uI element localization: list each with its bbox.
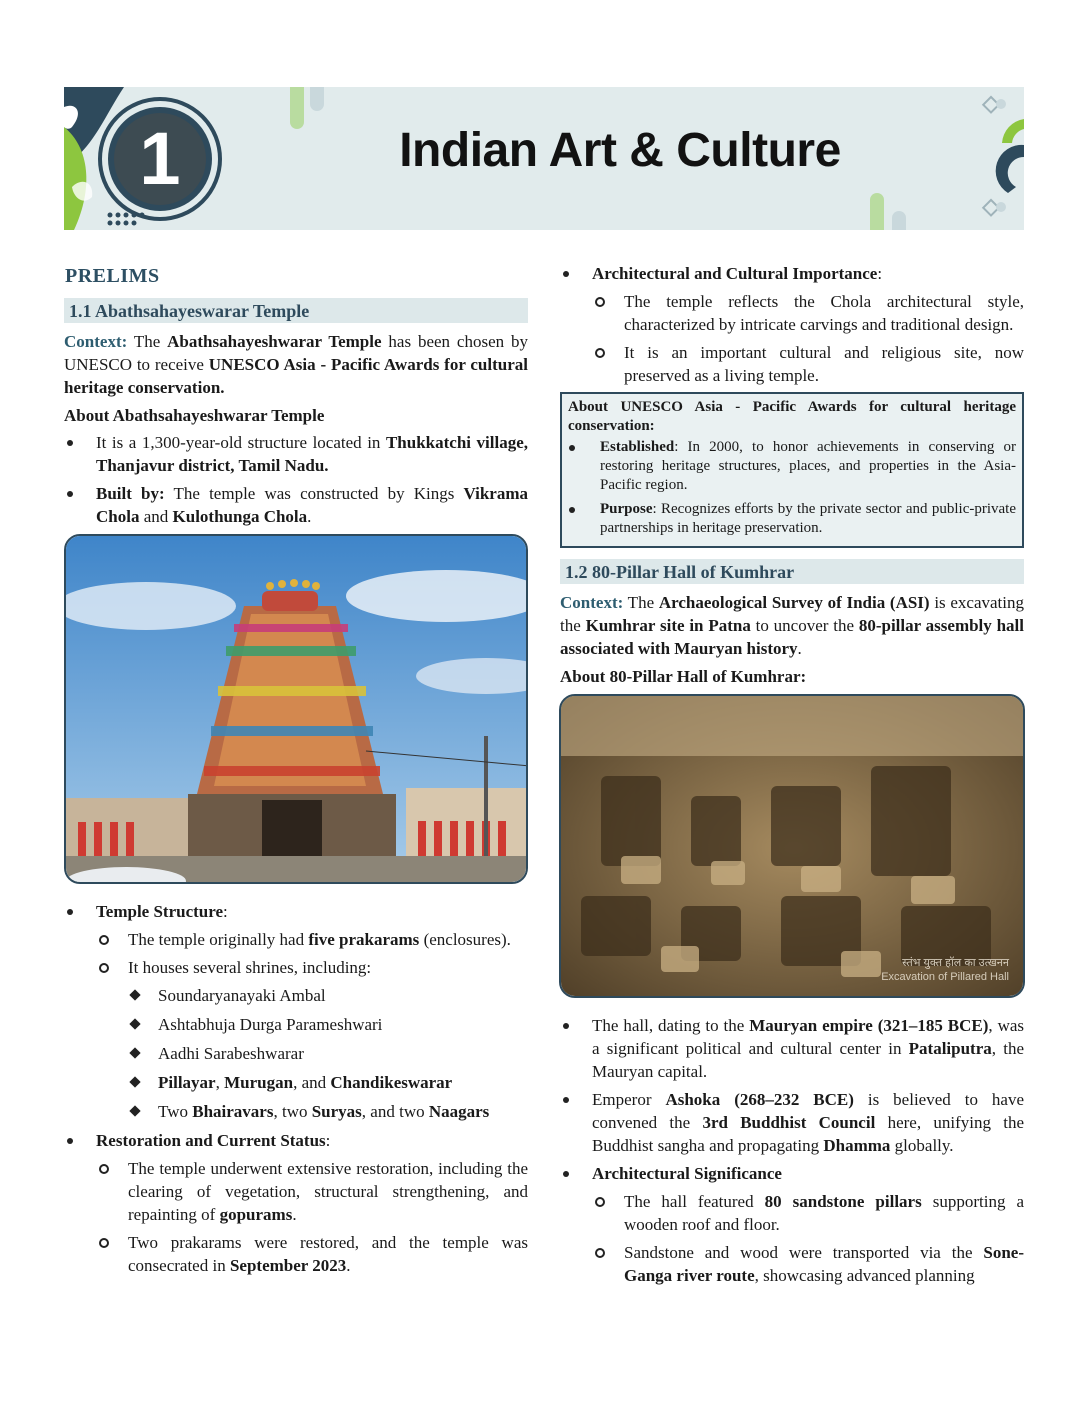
text-run: .: [307, 507, 312, 526]
text-run: is believed to have convened the: [592, 1090, 1024, 1132]
chapter-banner: [64, 87, 1024, 230]
text-run: The: [127, 332, 168, 351]
list-item: [128, 1071, 528, 1094]
bold-run: Built by:: [96, 484, 165, 503]
text-run: : In 2000, to honor achievements in conserving or restoring heritage structures, places, and properties in the Asia-Pacific region.: [600, 439, 1016, 493]
bold-run: Restoration and Current Status: [96, 1131, 326, 1150]
bold-run: UNESCO Asia - Pacific Awards for cultural heritage conservation.: [64, 355, 528, 397]
list-item: [592, 1190, 1024, 1236]
bold-run: Architectural Significance: [592, 1164, 782, 1183]
list-item: [568, 500, 1016, 538]
bold-run: Kulothunga Chola: [172, 507, 308, 526]
text-run: here, unifying the Buddhist sangha and propagating: [592, 1113, 1024, 1155]
text-run: Two: [158, 1102, 193, 1121]
text-run: :: [325, 1131, 331, 1150]
right-column: [560, 262, 1024, 1292]
text-run: , the Mauryan capital.: [592, 1039, 1024, 1081]
sub-list: [592, 290, 1024, 387]
text-run: The temple underwent extensive restoration, including the clearing of vegetation, structural strengthening, and repainting of: [128, 1159, 528, 1224]
list-item: [64, 431, 528, 477]
text-run: :: [877, 264, 883, 283]
text-run: It is a 1,300-year-old structure located in: [96, 433, 386, 452]
bold-run: Archaeological Survey of India (ASI): [658, 593, 930, 612]
text-run: , and: [293, 1073, 331, 1092]
sub-list: [96, 928, 528, 1123]
text-run: Sandstone and wood were transported via the: [624, 1243, 984, 1262]
bold-run: Pillayar: [158, 1073, 216, 1092]
list-item: The temple reflects the Chola architectural style, characterized by intricate carvings and traditional design.: [592, 290, 1024, 336]
text-run: :: [223, 902, 228, 921]
bold-run: Pataliputra: [908, 1039, 992, 1058]
context-paragraph: [560, 591, 1024, 660]
about-heading: About 80-Pillar Hall of Kumhrar:: [560, 667, 807, 686]
shrine-list: [128, 984, 528, 1123]
bold-run: 80 sandstone pillars: [764, 1192, 922, 1211]
text-run: Emperor: [592, 1090, 666, 1109]
bold-run: Architectural and Cultural Importance: [592, 264, 878, 283]
text-run: The hall featured: [624, 1192, 765, 1211]
bold-run: Kumhrar site in Patna: [585, 616, 751, 635]
list-item: Soundaryanayaki Ambal: [128, 984, 528, 1007]
chapter-number: 1: [139, 117, 181, 200]
bold-run: Suryas: [311, 1102, 362, 1121]
text-run: is excavating the: [560, 593, 1025, 635]
text-run: supporting a wooden roof and floor.: [624, 1192, 1024, 1234]
bold-run: Mauryan empire (321–185 BCE): [749, 1016, 989, 1035]
list-item: [560, 1162, 1024, 1287]
list-item: [592, 1241, 1024, 1287]
importance-list: [560, 262, 1024, 387]
list-item: Aadhi Sarabeshwarar: [128, 1042, 528, 1065]
text-run: .: [797, 639, 802, 658]
bold-run: Naagars: [428, 1102, 490, 1121]
bold-run: Vikrama Chola: [96, 484, 528, 526]
text-run: (enclosures).: [419, 930, 511, 949]
bold-run: Bhairavars: [192, 1102, 274, 1121]
text-run: The: [623, 593, 659, 612]
text-run: The hall, dating to the: [592, 1016, 750, 1035]
list-item: [64, 1129, 528, 1277]
list-item: [568, 438, 1016, 495]
text-run: The temple was constructed by Kings: [164, 484, 464, 503]
text-run: , and two: [361, 1102, 429, 1121]
unesco-info-box: [560, 392, 1024, 548]
context-label: Context:: [64, 332, 128, 351]
bold-run: five prakarams: [308, 930, 420, 949]
bold-run: September 2023: [229, 1256, 347, 1275]
bold-run: Dhamma: [823, 1136, 891, 1155]
list-item: [64, 482, 528, 528]
sub-list: [96, 1157, 528, 1277]
bold-run: Ashoka (268–232 BCE): [665, 1090, 854, 1109]
text-run: , two: [273, 1102, 312, 1121]
section-label: PRELIMS: [65, 265, 160, 287]
section-heading-abathsahayeswarar: 1.1 Abathsahayeswarar Temple: [64, 298, 528, 323]
list-item: It is an important cultural and religious site, now preserved as a living temple.: [592, 341, 1024, 387]
chapter-title: Indian Art & Culture: [399, 124, 841, 177]
text-run: , showcasing advanced planning: [754, 1266, 975, 1285]
text-run: globally.: [890, 1136, 954, 1155]
sub-list: [592, 1190, 1024, 1287]
text-run: ,: [215, 1073, 225, 1092]
caption-hindi: स्तंभ युक्त हॉल का उत्खनन: [902, 957, 1009, 969]
bold-run: Thukkatchi village, Thanjavur district, Tamil Nadu.: [96, 433, 528, 475]
text-run: has been chosen by UNESCO to receive: [64, 332, 528, 374]
bold-run: gopurams: [219, 1205, 293, 1224]
bold-run: Purpose: [600, 501, 653, 517]
bold-run: Sone-Ganga river route: [624, 1243, 1024, 1285]
list-item: Ashtabhuja Durga Parameshwari: [128, 1013, 528, 1036]
about-heading: About Abathsahayeshwarar Temple: [64, 406, 325, 425]
list-item: [96, 1231, 528, 1277]
info-box-title: About UNESCO Asia - Pacific Awards for cultural heritage conservation:: [568, 399, 1016, 434]
text-run: .: [292, 1205, 297, 1224]
text-run: .: [346, 1256, 351, 1275]
text-run: : Recognizes efforts by the private sector and public-private partnerships in heritage preservation.: [600, 501, 1016, 536]
text-run: and: [139, 507, 173, 526]
text-run: It houses several shrines, including:: [128, 958, 372, 977]
bold-run: Abathsahayeshwarar Temple: [167, 332, 382, 351]
text-run: to uncover the: [750, 616, 859, 635]
photo-caption: [881, 956, 1009, 984]
list-item: [64, 900, 528, 1123]
kumhrar-list: [560, 1014, 1024, 1287]
bold-run: 80-pillar assembly hall associated with Mauryan history: [560, 616, 1024, 658]
context-paragraph: [64, 330, 528, 399]
bold-run: Temple Structure: [96, 902, 224, 921]
list-item: [96, 956, 528, 1123]
temple-photo: [64, 534, 528, 884]
list-item: [560, 1088, 1024, 1157]
text-run: , was a significant political and cultural center in: [592, 1016, 1025, 1058]
list-item: [560, 1014, 1024, 1083]
section-heading-kumhrar: 1.2 80-Pillar Hall of Kumhrar: [560, 559, 1024, 584]
list-item: [560, 262, 1024, 387]
structure-list: [64, 900, 528, 1277]
info-box-list: [568, 438, 1016, 538]
context-label: Context:: [560, 593, 624, 612]
bold-run: Established: [600, 439, 675, 455]
bold-run: 3rd Buddhist Council: [702, 1113, 876, 1132]
list-item: [128, 1100, 528, 1123]
text-run: The temple originally had: [128, 930, 309, 949]
text-run: Two prakarams were restored, and the temple was consecrated in: [128, 1233, 528, 1275]
excavation-photo: [559, 694, 1025, 998]
bold-run: Chandikeswarar: [330, 1073, 453, 1092]
caption-english: Excavation of Pillared Hall: [881, 971, 1009, 983]
list-item: [96, 1157, 528, 1226]
bold-run: Murugan: [224, 1073, 294, 1092]
about-list: [64, 431, 528, 528]
list-item: [96, 928, 528, 951]
left-column: [64, 262, 528, 1282]
